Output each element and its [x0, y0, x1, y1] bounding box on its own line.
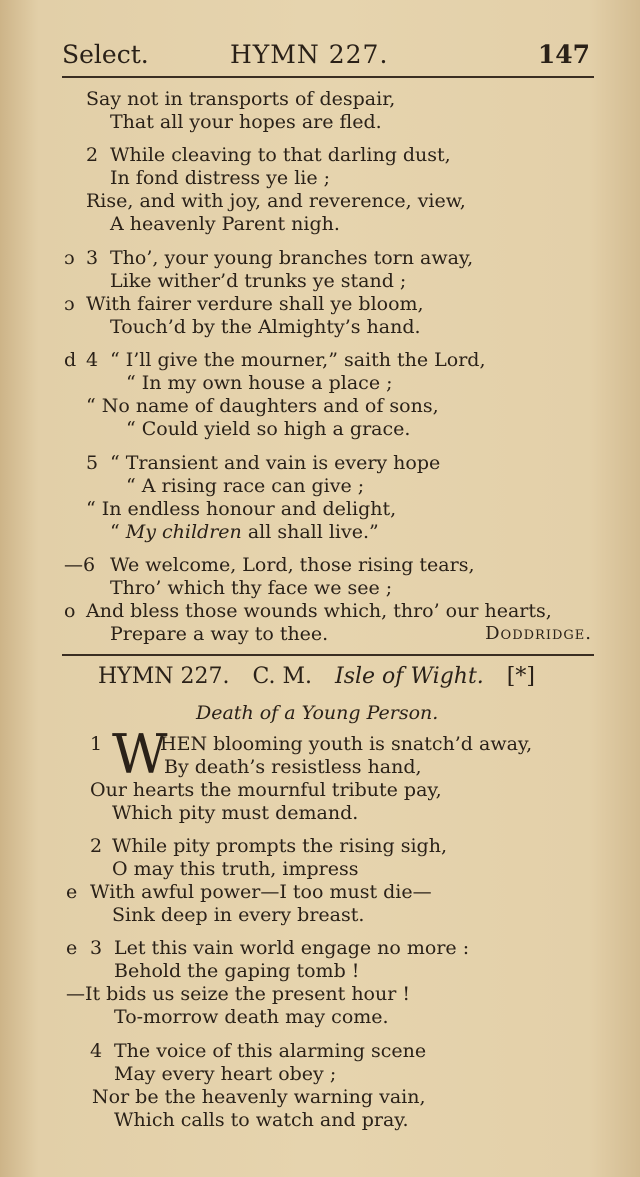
verse-line: “ Transient and vain is every hope — [110, 452, 441, 474]
performance-mark: ɔ — [64, 293, 75, 315]
verse-line: Let this vain world engage no more : — [114, 937, 470, 959]
verse-line: Thro’ which thy face we see ; — [110, 577, 393, 599]
hymn-subtitle: Death of a Young Person. — [196, 702, 439, 724]
verse-line: “ No name of daughters and of sons, — [86, 395, 439, 417]
verse-line: With awful power—I too must die— — [90, 881, 432, 903]
verse-line: While cleaving to that darling dust, — [110, 144, 451, 166]
hymn-mark: [*] — [506, 664, 535, 689]
italic-phrase: My children — [125, 521, 242, 543]
verse-line: To-morrow death may come. — [114, 1006, 389, 1028]
italic-quote: “ — [110, 521, 120, 543]
performance-mark: ɔ — [64, 247, 75, 269]
verse-line: Behold the gaping tomb ! — [114, 960, 360, 982]
verse-line: Nor be the heavenly warning vain, — [92, 1086, 426, 1108]
verse-line: Tho’, your young branches torn away, — [110, 247, 474, 269]
verse-line: Like wither’d trunks ye stand ; — [110, 270, 407, 292]
verse-line: Rise, and with joy, and reverence, view, — [86, 190, 466, 212]
verse-line: “ A rising race can give ; — [126, 475, 365, 497]
verse-line: Which pity must demand. — [112, 802, 359, 824]
drop-cap: W — [112, 723, 168, 786]
performance-mark: d — [64, 349, 77, 371]
verse-line: And bless those wounds which, thro’ our hearts, — [86, 600, 552, 622]
verse-line: HEN blooming youth is snatch’d away, — [160, 733, 533, 755]
verse-number: 3 — [86, 247, 99, 269]
hymn-number: HYMN 227. — [98, 664, 230, 689]
performance-mark: e — [66, 937, 78, 959]
header-left: Select. — [62, 40, 149, 69]
verse-line: A heavenly Parent nigh. — [110, 213, 340, 235]
verse-line: While pity prompts the rising sigh, — [112, 835, 447, 857]
verse-line-tail: all shall live.” — [247, 521, 379, 543]
hymn-title — [98, 664, 551, 689]
verse-number: 4 — [86, 349, 99, 371]
author-attribution: Doddridge. — [485, 623, 592, 644]
verse-line: We welcome, Lord, those rising tears, — [110, 554, 475, 576]
verse-line: “ Could yield so high a grace. — [126, 418, 411, 440]
verse-number: 5 — [86, 452, 99, 474]
section-rule — [62, 654, 594, 656]
verse-number: 2 — [86, 144, 99, 166]
verse-line: With fairer verdure shall ye bloom, — [86, 293, 424, 315]
verse-line: In fond distress ye lie ; — [110, 167, 331, 189]
verse-line: Our hearts the mournful tribute pay, — [90, 779, 442, 801]
page-header — [62, 40, 590, 74]
verse-line: —It bids us seize the present hour ! — [66, 983, 410, 1005]
verse-line-with-italics — [110, 520, 379, 544]
header-hymn-number: HYMN 227. — [230, 40, 389, 69]
verse-line: Prepare a way to thee. — [110, 623, 329, 645]
verse-line: Sink deep in every breast. — [112, 904, 365, 926]
performance-mark: e — [66, 881, 78, 903]
verse-line: Say not in transports of despair, — [86, 88, 396, 110]
verse-line: By death’s resistless hand, — [164, 756, 422, 778]
verse-line: “ In my own house a place ; — [126, 372, 393, 394]
verse-number: 1 — [90, 733, 103, 755]
verse-number: 2 — [90, 835, 103, 857]
verse-line: Touch’d by the Almighty’s hand. — [110, 316, 421, 338]
performance-mark: o — [64, 600, 76, 622]
verse-line: “ In endless honour and delight, — [86, 498, 397, 520]
verse-number: —6 — [64, 554, 96, 576]
verse-number: 3 — [90, 937, 103, 959]
verse-line: O may this truth, impress — [112, 858, 359, 880]
verse-number: 4 — [90, 1040, 103, 1062]
verse-line: That all your hopes are fled. — [110, 111, 382, 133]
header-rule — [62, 76, 594, 78]
hymn-tune: Isle of Wight. — [335, 664, 484, 689]
verse-line: “ I’ll give the mourner,” saith the Lord, — [110, 349, 486, 371]
verse-line: May every heart obey ; — [114, 1063, 337, 1085]
verse-line: The voice of this alarming scene — [114, 1040, 427, 1062]
verse-line: Which calls to watch and pray. — [114, 1109, 409, 1131]
hymn-meter: C. M. — [252, 664, 313, 689]
page-number: 147 — [537, 40, 590, 69]
